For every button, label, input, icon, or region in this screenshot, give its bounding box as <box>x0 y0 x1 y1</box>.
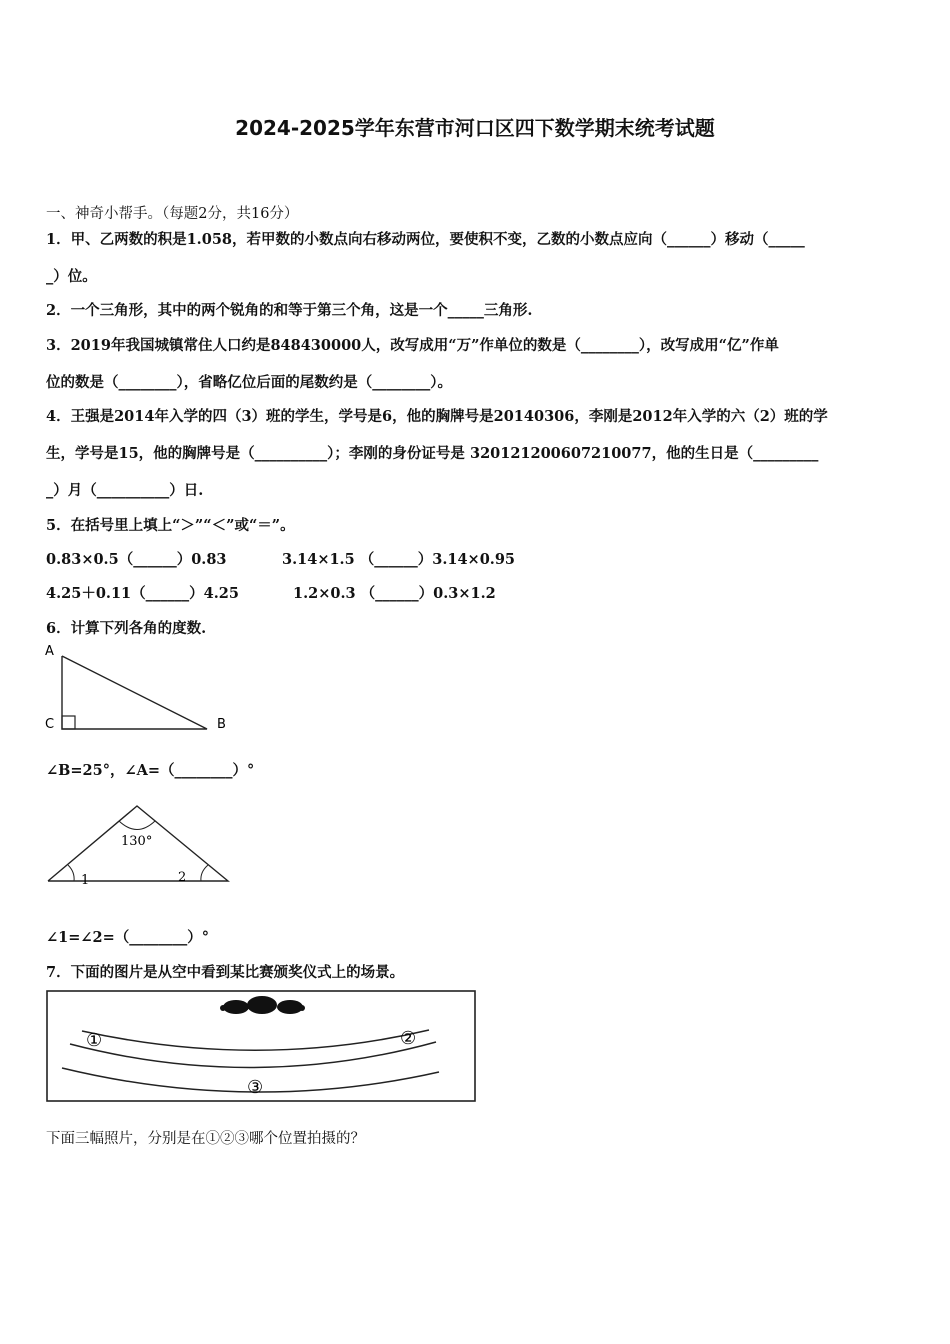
q6-stem: 6．计算下列各角的度数. <box>46 620 207 637</box>
q7-question: 下面三幅照片，分别是在①②③哪个位置拍摄的？ <box>46 1131 365 1147</box>
q3-line2: 位的数是（________），省略亿位后面的尾数约是（________）。 <box>46 374 452 391</box>
vertex-label-b: B <box>217 717 226 732</box>
vertex-label-c: C <box>45 717 55 732</box>
q4-line1: 4．王强是2014年入学的四（3）班的学生，学号是6，他的胸牌号是20140306，李刚是2012年入学的六（2）班的学 <box>46 408 828 425</box>
q4-line2: 生，学号是15，他的胸牌号是（__________）；李刚的身份证号是 320121200607210077，他的生日是（_________ <box>46 445 819 462</box>
q5-row1-left: 0.83×0.5（______）0.83 <box>46 551 227 568</box>
page-title: 2024-2025学年东营市河口区四下数学期末统考试题 <box>235 116 715 140</box>
q3-line1: 3．2019年我国城镇常住人口约是848430000人，改写成用“万”作单位的数是（________），改写成用“亿”作单 <box>46 337 779 354</box>
q2-text: 2．一个三角形，其中的两个锐角的和等于第三个角，这是一个_____三角形. <box>46 302 533 319</box>
section-heading: 一、神奇小帮手。（每题2分，共16分） <box>46 206 299 222</box>
q7-stem: 7．下面的图片是从空中看到某比赛颁奖仪式上的场景。 <box>46 964 405 981</box>
q5-row2-right: 1.2×0.3 （______）0.3×1.2 <box>293 585 496 602</box>
angle-label-1: 1 <box>81 873 90 888</box>
q5-row1-right: 3.14×1.5 （______）3.14×0.95 <box>282 551 516 568</box>
q6-answer-2: ∠1=∠2=（________）° <box>46 929 210 946</box>
position-label-2: ② <box>400 1028 417 1049</box>
vertex-label-a: A <box>45 644 54 659</box>
q5-stem: 5．在括号里上填上“＞”“＜”或“＝”。 <box>46 517 295 534</box>
q4-line3: _）月（__________）日. <box>46 482 204 499</box>
obtuse-triangle-figure <box>40 800 240 890</box>
angle-label-2: 2 <box>178 870 187 885</box>
position-label-1: ① <box>86 1030 103 1051</box>
podium-people-icon <box>220 996 305 1014</box>
q1-line2: _）位。 <box>46 268 97 285</box>
right-triangle-figure <box>40 640 240 740</box>
q5-row2-left: 4.25＋0.11（______）4.25 <box>46 585 239 602</box>
q6-answer-1: ∠B=25°，∠A=（________）° <box>46 762 255 779</box>
position-label-3: ③ <box>247 1077 264 1098</box>
q1-line1: 1．甲、乙两数的积是1.058，若甲数的小数点向右移动两位，要使积不变，乙数的小数点应向（______）移动（_____ <box>46 231 805 248</box>
angle-label-130: 130° <box>121 834 153 849</box>
award-scene-figure <box>44 988 480 1104</box>
